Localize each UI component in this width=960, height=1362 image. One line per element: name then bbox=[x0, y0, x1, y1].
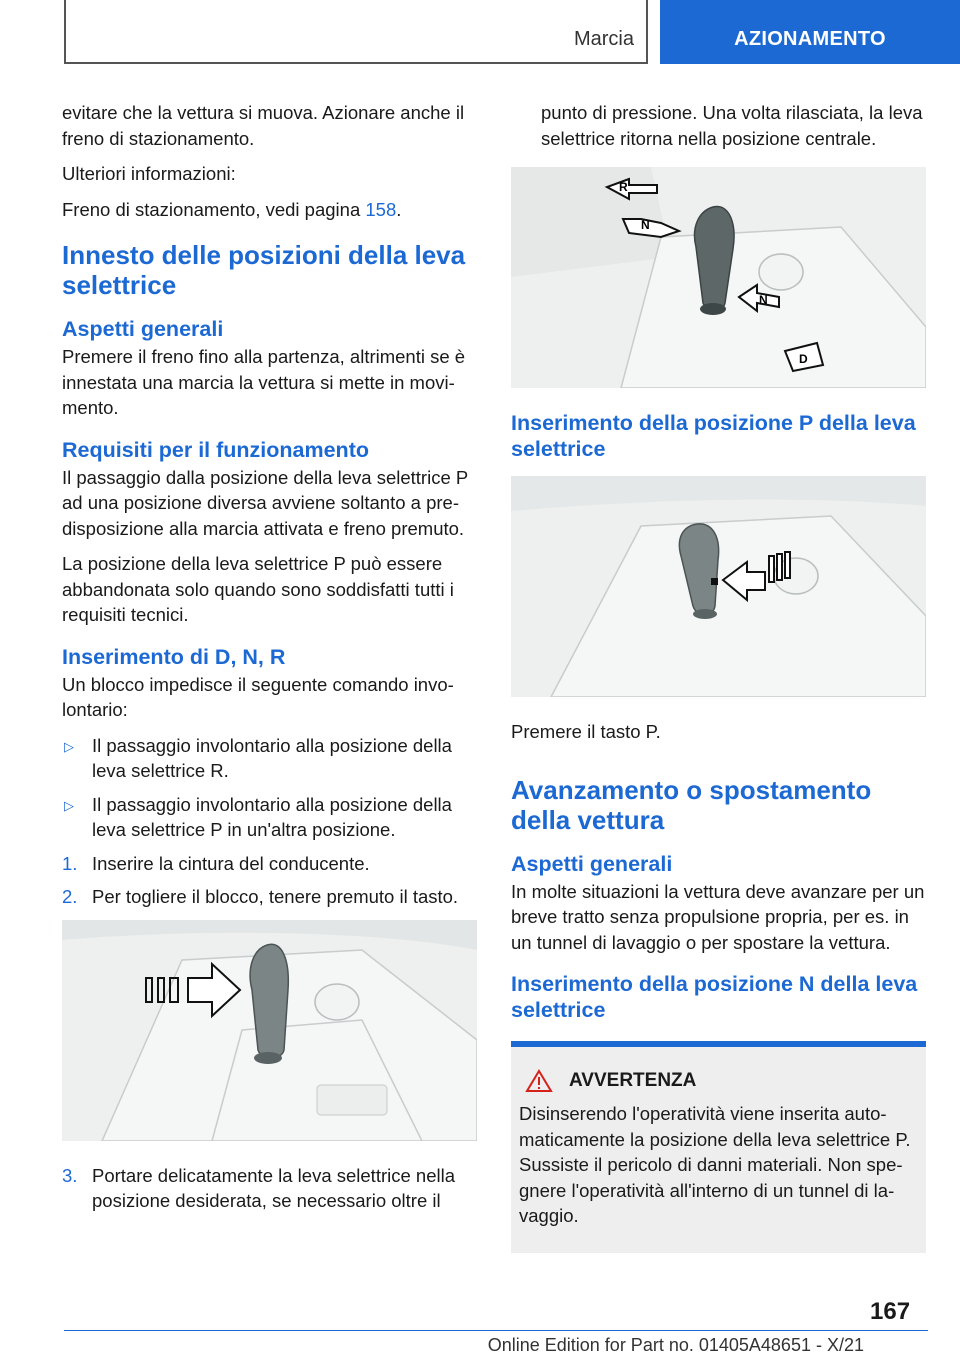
reference-end: . bbox=[396, 198, 402, 220]
steps-list bbox=[62, 851, 477, 910]
requirements-paragraph-1: Il passaggio dalla posizione della leva selettrice P ad una posizione diversa avviene soltanto a pre-disposizione alla marcia attivata e freno premuto. bbox=[62, 466, 468, 539]
list-item-text: Il passaggio involontario alla posizione della leva selettrice P in un'altra posizione. bbox=[92, 793, 452, 840]
illustration-gear-positions bbox=[511, 167, 926, 388]
bullet-list bbox=[62, 733, 477, 843]
subheading-requirements: Requisiti per il funzionamento bbox=[62, 437, 369, 462]
step-item bbox=[62, 1163, 477, 1214]
warning-box bbox=[511, 1041, 926, 1253]
reference-text: Freno di stazionamento, vedi pagina bbox=[62, 198, 366, 220]
requirements-paragraph-2: La posizione della leva selettrice P può essere abbandonata solo quando sono soddisfatti tutti i requisiti tecnici. bbox=[62, 553, 454, 625]
warning-header bbox=[519, 1069, 916, 1093]
illustration-unlock-button bbox=[62, 920, 477, 1141]
steps-list-continued bbox=[62, 1163, 477, 1214]
footer-divider bbox=[64, 1330, 928, 1331]
subheading-dnr: Inserimento di D, N, R bbox=[62, 644, 286, 669]
gear-label-n-lower: N bbox=[759, 293, 768, 307]
step-item bbox=[62, 884, 477, 910]
illustration-p-button bbox=[511, 476, 926, 697]
list-item bbox=[62, 733, 477, 784]
triangle-bullet-icon: ▷ bbox=[64, 797, 74, 813]
left-column bbox=[62, 100, 477, 1222]
step-text: Portare delicatamente la leva selettrice nella posizione desiderata, se necessario oltre il bbox=[92, 1164, 455, 1211]
right-column bbox=[511, 100, 926, 1253]
warning-title: AVVERTENZA bbox=[569, 1070, 697, 1091]
header-chapter-tab[interactable]: AZIONAMENTO bbox=[660, 0, 960, 64]
step-number: 3. bbox=[62, 1164, 78, 1186]
press-p-instruction: Premere il tasto P. bbox=[511, 721, 661, 742]
list-item bbox=[62, 792, 477, 843]
warning-triangle-icon bbox=[525, 1069, 553, 1093]
subheading-general-right: Aspetti generali bbox=[511, 851, 673, 876]
page-link[interactable]: 158 bbox=[365, 198, 397, 220]
gear-label-n-upper: N bbox=[641, 218, 650, 232]
section-heading-move: Avanzamento o spostamento della vettura bbox=[511, 774, 872, 835]
general-paragraph: Premere il freno fino alla partenza, altrimenti se è innestata una marcia la vettura si mette in movi-mento. bbox=[62, 346, 466, 418]
subheading-insert-n: Inserimento della posizione N della leva selettrice bbox=[511, 972, 918, 1022]
more-info-label: Ulteriori informazioni: bbox=[62, 163, 236, 184]
subheading-insert-p: Inserimento della posizione P della leva selettrice bbox=[511, 411, 916, 461]
subheading-general: Aspetti generali bbox=[62, 317, 224, 341]
footer-edition: Online Edition for Part no. 01405A48651 - X/21 bbox=[487, 1335, 864, 1355]
step-item bbox=[62, 851, 477, 877]
page-number: 167 bbox=[870, 1298, 911, 1325]
step-number: 2. bbox=[62, 886, 78, 907]
reference-line bbox=[62, 197, 477, 223]
gear-label-r: R bbox=[619, 180, 628, 194]
intro-paragraph: evitare che la vettura si muova. Azionare anche il freno di stazionamento. bbox=[62, 102, 465, 149]
step-text: Inserire la cintura del conducente. bbox=[92, 852, 370, 874]
step-text: Per togliere il blocco, tenere premuto il tasto. bbox=[92, 886, 459, 907]
list-item-text: Il passaggio involontario alla posizione della leva selettrice R. bbox=[92, 734, 452, 781]
section-heading: Innesto delle posizioni della leva selettrice bbox=[62, 240, 466, 300]
general-paragraph-right: In molte situazioni la vettura deve avanzare per un breve tratto senza propulsione propria, per es. in un tunnel di lavaggio o per spostare la vettura. bbox=[511, 880, 925, 953]
step-number: 1. bbox=[62, 852, 78, 874]
header-section-title: Marcia bbox=[573, 28, 634, 50]
gear-label-d: D bbox=[799, 352, 808, 366]
continuation-paragraph: punto di pressione. Una volta rilasciata, la leva selettrice ritorna nella posizione centrale. bbox=[541, 102, 923, 149]
dnr-paragraph: Un blocco impedisce il seguente comando invo-lontario: bbox=[62, 673, 454, 720]
warning-text: Disinserendo l'operatività viene inserita auto-maticamente la posizione della leva selettrice P. Sussiste il pericolo di danni materiali. Non spe-gnere l'operatività all'interno di un tunnel di la-vaggio. bbox=[519, 1103, 911, 1226]
triangle-bullet-icon: ▷ bbox=[64, 738, 74, 754]
